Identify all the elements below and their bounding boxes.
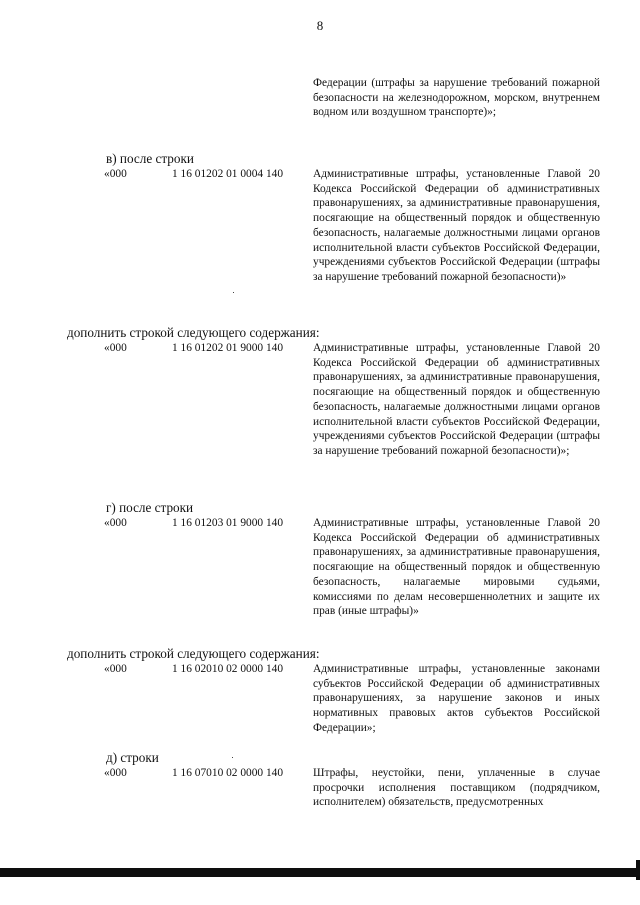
scan-edge-mark xyxy=(636,860,640,880)
code-prefix: «000 xyxy=(104,517,127,529)
code-description: Штрафы, неустойки, пени, уплаченные в случае просрочки исполнения поставщиком (подрядчиком, исполнителем) обязательств, предусмотренных xyxy=(313,767,600,809)
section-label-add: дополнить строкой следующего содержания: xyxy=(67,646,320,661)
code-description: Административные штрафы, установленные Главой 20 Кодекса Российской Федерации об административных правонарушениях, за административные правонарушения, посягающие на общественный порядок и общественную безопасность, налагаемые должностными лицами органов исполнительной власти субъектов Российской Федерации, учреждениями субъектов Российской Федерации (штрафы за нарушение требований пожарной безопасности)»; xyxy=(313,342,600,457)
code-prefix: «000 xyxy=(104,663,127,675)
budget-code: 1 16 07010 02 0000 140 xyxy=(172,767,284,779)
code-description: Административные штрафы, установленные Главой 20 Кодекса Российской Федерации об административных правонарушениях, за административные правонарушения, посягающие на общественный порядок и общественную безопасность, налагаемые мировыми судьями, комиссиями по делам несовершеннолетних и защите их прав (иные штрафы)» xyxy=(313,517,600,618)
page-number: 8 xyxy=(316,18,324,33)
code-prefix: «000 xyxy=(104,767,127,779)
code-prefix: «000 xyxy=(104,168,127,180)
scan-speck xyxy=(232,757,233,758)
budget-code: 1 16 01202 01 0004 140 xyxy=(172,168,284,180)
budget-code: 1 16 01202 01 9000 140 xyxy=(172,342,284,354)
budget-code: 1 16 01203 01 9000 140 xyxy=(172,517,284,529)
code-description: Административные штрафы, установленные законами субъектов Российской Федерации об административных правонарушениях, за нарушение законов и иных нормативных правовых актов субъектов Российской Федерации»; xyxy=(313,663,600,734)
continuation-text: Федерации (штрафы за нарушение требований пожарной безопасности на железнодорожном, морском, внутреннем водном или воздушном транспорте)»; xyxy=(313,77,600,119)
code-description: Административные штрафы, установленные Главой 20 Кодекса Российской Федерации об административных правонарушениях, за административные правонарушения, посягающие на общественный порядок и общественную безопасность, налагаемые должностными лицами органов исполнительной власти субъектов Российской Федерации, учреждениями субъектов Российской Федерации (штрафы за нарушение требований пожарной безопасности)» xyxy=(313,168,600,283)
scan-speck xyxy=(233,292,234,293)
section-label-g: г) после строки xyxy=(106,500,194,515)
budget-code: 1 16 02010 02 0000 140 xyxy=(172,663,284,675)
section-label-v: в) после строки xyxy=(106,151,194,166)
scan-edge-bar xyxy=(0,868,640,877)
section-label-d: д) строки xyxy=(106,750,159,765)
section-label-add: дополнить строкой следующего содержания: xyxy=(67,325,320,340)
code-prefix: «000 xyxy=(104,342,127,354)
